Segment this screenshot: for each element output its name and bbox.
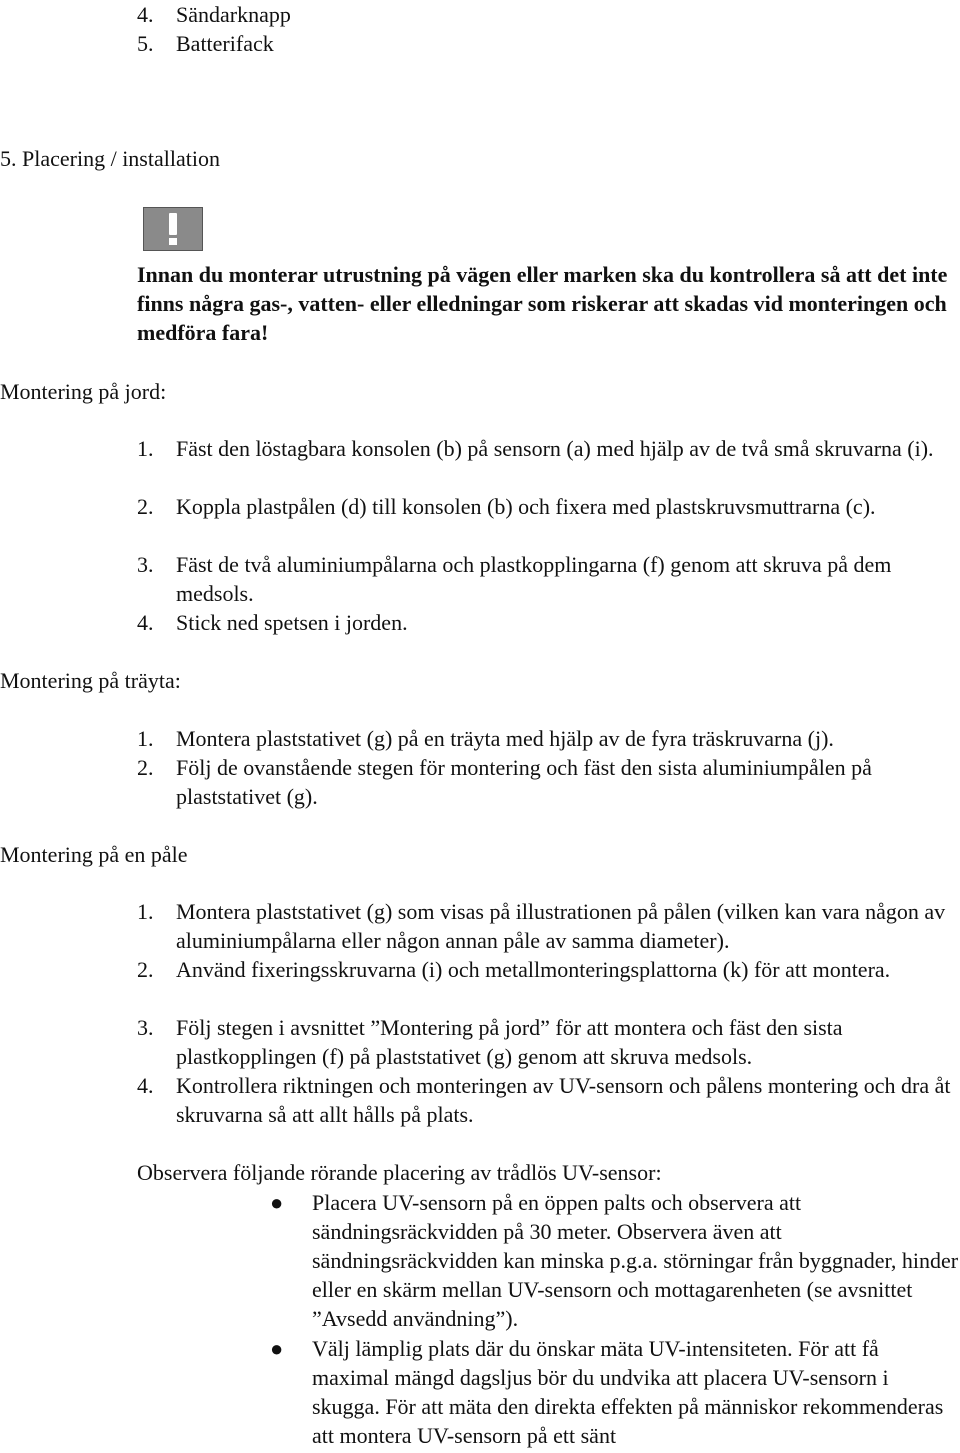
step-number: 2. <box>137 494 154 519</box>
step-number: 4. <box>137 1073 154 1098</box>
step-text: Fäst de två aluminiumpålarna och plastkopplingarna (f) genom att skruva på dem medsols. <box>176 552 892 606</box>
heading-jord: Montering på jord: <box>0 379 167 404</box>
list-text: Batterifack <box>176 31 274 56</box>
list-item <box>137 955 957 984</box>
list-item <box>137 1013 957 1071</box>
bullet-text: Placera UV-sensorn på en öppen palts och observera att sändningsräckvidden på 30 meter. Observera även att sändningsräckvidden kan minska p.g.a. störningar från byggnader, hinder eller en skärm mellan UV-sensorn och mottagarenheten (se avsnittet ”Avsedd användning”). <box>312 1190 959 1331</box>
step-text: Fäst den löstagbara konsolen (b) på sensorn (a) med hjälp av de två små skruvarna (i). <box>176 436 934 461</box>
step-number: 3. <box>137 1015 154 1040</box>
step-text: Använd fixeringsskruvarna (i) och metallmonteringsplattorna (k) för att montera. <box>176 957 891 982</box>
top-list <box>137 0 537 58</box>
list-item <box>137 1071 957 1129</box>
heading-pale: Montering på en påle <box>0 842 188 867</box>
step-text: Montera plaststativet (g) som visas på illustrationen på pålen (vilken kan vara någon av aluminiumpålarna eller någon annan påle av samma diameter). <box>176 899 946 953</box>
step-text: Kontrollera riktningen och monteringen av UV-sensorn och pålens montering och dra åt skruvarna så att allt hålls på plats. <box>176 1073 951 1127</box>
step-text: Följ stegen i avsnittet ”Montering på jord” för att montera och fäst den sista plastkopplingen (f) på plaststativet (g) genom att skruva medsols. <box>176 1015 843 1069</box>
bullet-text: Välj lämplig plats där du önskar mäta UV-intensiteten. För att få maximal mängd dagsljus bör du undvika att placera UV-sensorn i skugga. För att mäta den direkta effekten på människor rekommenderas att montera UV-sensorn på ett sänt <box>312 1336 944 1448</box>
list-item <box>137 29 537 58</box>
list-text: Sändarknapp <box>176 2 291 27</box>
observe-intro: Observera följande rörande placering av trådlös UV-sensor: <box>137 1160 662 1185</box>
bullet-item <box>270 1188 960 1333</box>
step-number: 3. <box>137 552 154 577</box>
step-text: Följ de ovanstående stegen för montering och fäst den sista aluminiumpålen på plaststativet (g). <box>176 755 872 809</box>
step-text: Montera plaststativet (g) på en träyta med hjälp av de fyra träskruvarna (j). <box>176 726 834 751</box>
step-number: 1. <box>137 726 154 751</box>
heading-trayta: Montering på träyta: <box>0 668 181 693</box>
section-heading: 5. Placering / installation <box>0 146 220 171</box>
bullet-icon: ● <box>270 1190 284 1215</box>
list-item <box>137 492 957 521</box>
list-item <box>137 753 957 811</box>
step-text: Koppla plastpålen (d) till konsolen (b) och fixera med plastskruvsmuttrarna (c). <box>176 494 876 519</box>
list-number: 4. <box>137 2 154 27</box>
list-item <box>137 550 957 608</box>
list-item <box>137 0 537 29</box>
list-number: 5. <box>137 31 154 56</box>
step-text: Stick ned spetsen i jorden. <box>176 610 408 635</box>
step-number: 1. <box>137 436 154 461</box>
list-item <box>137 608 957 637</box>
list-item <box>137 724 957 753</box>
step-number: 1. <box>137 899 154 924</box>
list-item <box>137 897 957 955</box>
exclamation-icon <box>143 207 203 251</box>
bullet-item <box>270 1334 960 1450</box>
warning-text: Innan du monterar utrustning på vägen eller marken ska du kontrollera så att det inte finns några gas-, vatten- eller elledningar som riskerar att skadas vid monteringen och medföra fara! <box>137 262 948 345</box>
bullet-icon: ● <box>270 1336 284 1361</box>
step-number: 2. <box>137 957 154 982</box>
list-item <box>137 434 957 463</box>
step-number: 2. <box>137 755 154 780</box>
step-number: 4. <box>137 610 154 635</box>
